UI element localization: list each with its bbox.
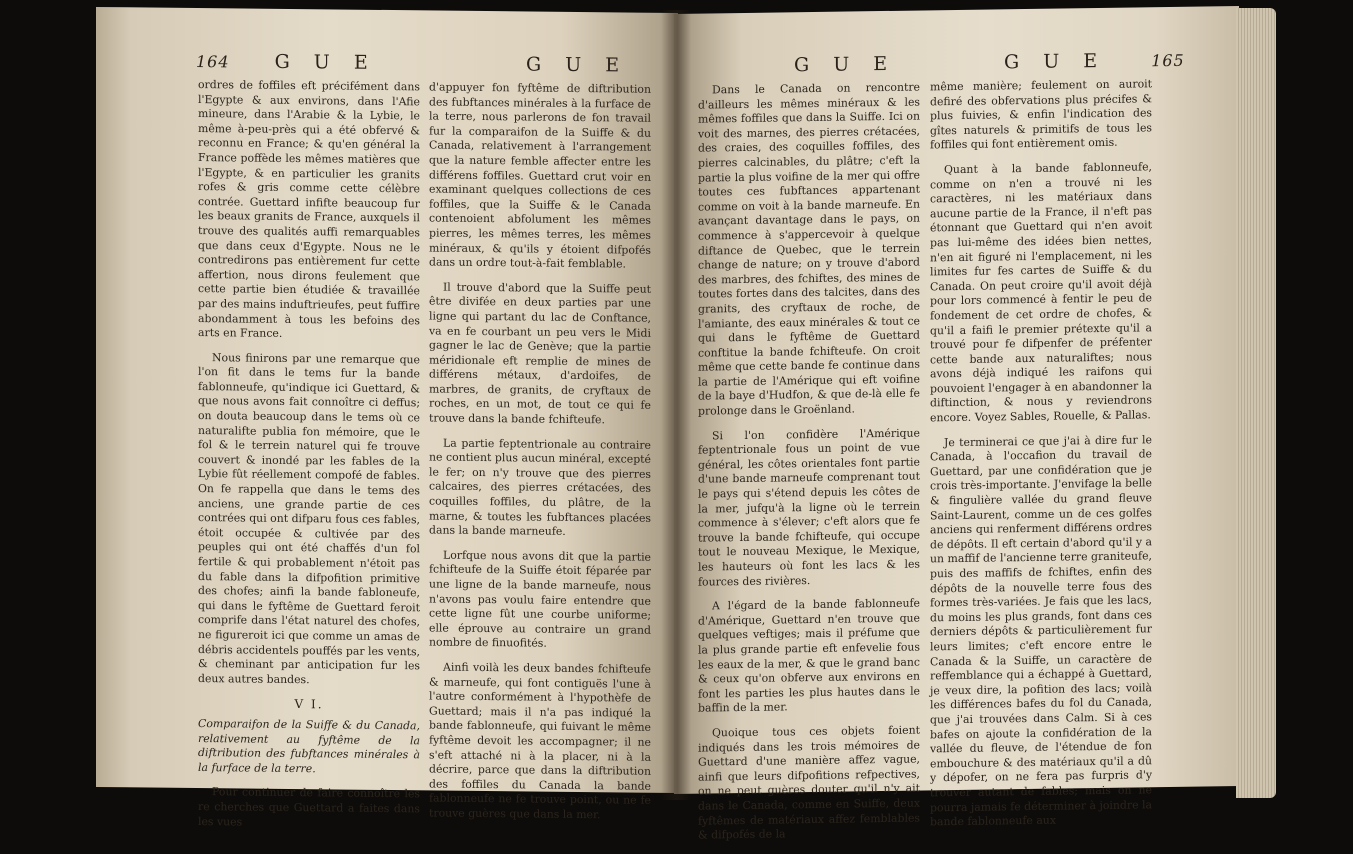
section-title: Comparaifon de la Suiffe & du Canada, relativement au fyftême de la diftribution des fubftances minérales à la furface de la terre. <box>198 716 420 775</box>
paragraph: d'appuyer fon fyftême de diftribution des fubftances minérales à la furface de la terre, nous parlerons de fon travail fur la comparaifon de la Suiffe & du Canada, relativement à l'arrangement que la nature femble affecter entre les différens foffiles. Guettard crut voir en examinant quelques collections de ces foffiles, que la Suiffe & le Canada contenoient abfolument les mêmes pierres, les mêmes terres, les mêmes minéraux, & qu'ils y étoient difpofés dans un ordre tout-à-fait femblable. <box>429 80 651 271</box>
running-head-right: G U E <box>1004 49 1107 74</box>
paragraph: Dans le Canada on rencontre d'ailleurs les mêmes minéraux & les mêmes foffiles que dans la Suiffe. Ici on voit des marnes, des pierres crétacées, des craies, des coquilles foffiles, des pierres calcinables, du plâtre; c'eft la partie la plus voifine de la mer qui offre toutes ces fubftances appartenant comme on voit à la bande marneufe. En avançant davantage dans le pays, on commence à s'appercevoir à quelque diftance de Quebec, que le terrein change de nature; on y trouve d'abord des marbres, des fchiftes, des mines de toutes fortes dans des talcites, dans des granits, des cryftaux de roche, de l'amiante, des eaux minérales & tout ce qui dans le fyftême de Guettard conftitue la bande fchifteufe. On croit même que cette bande fe continue dans la partie de l'Amérique qui eft voifine de la baye d'Hudfon, & que de-là elle fe prolonge dans le Groënland. <box>698 80 920 418</box>
paragraph: Il trouve d'abord que la Suiffe peut être divifée en deux parties par une ligne qui partant du lac de Conftance, va en fe courbant un peu vers le Midi gagner le lac de Genève; que la partie méridionale eft remplie de mines de différens métaux, d'ardoifes, de marbres, de granits, de cryftaux de roches, en un mot, de tout ce qui fe trouve dans la bande fchifteufe. <box>429 280 651 427</box>
paragraph: La partie feptentrionale au contraire ne contient plus aucun minéral, excepté le fer; on n'y trouve que des pierres calcaires, des pierres crétacées, des coquilles foffiles, du plâtre, de la marne, & toutes les fubftances placées dans la bande marneufe. <box>429 436 651 539</box>
section-number: V I. <box>294 697 324 712</box>
right-column-1 <box>698 81 920 854</box>
right-column-2 <box>930 77 1152 840</box>
page-number: 165 <box>1151 50 1185 71</box>
right-page-header <box>1004 49 1185 74</box>
paragraph: même manière; feulement on auroit defiré des obfervations plus précifes & plus fuivies, & enfin l'indication des gîtes naturels & primitifs de tous les foffiles qui font entièrement omis. <box>930 77 1152 152</box>
paragraph: Pour continuer de faire connoître les re cherches que Guettard a faites dans les vues <box>198 785 420 828</box>
page-edges <box>1236 8 1276 798</box>
running-head-right: G U E <box>526 53 629 77</box>
right-page <box>674 6 1239 842</box>
paragraph: Ainfi voilà les deux bandes fchifteufe & marneufe, qui font contiguës l'une à l'autre conformément à l'hypothèfe de Guettard; mais il n'a pas indiqué la bande fablonneufe, qui fuivant le même fyftême devoit les accompagner; il ne s'eft attaché ni à la placer, ni à la décrire, parce que dans la diftribution des foffiles du Canada la bande fablonneufe ne fe trouve point, ou ne fe trouve guères que dans la mer. <box>429 660 651 822</box>
open-book <box>96 10 1286 842</box>
page-number: 164 <box>196 51 230 72</box>
left-column-1 <box>198 78 420 841</box>
paragraph: Si l'on confidère l'Amérique feptentrionale fous un point de vue général, les côtes orientales font partie d'une bande marneufe comprenant tout le pays qui s'étend depuis les côtes de la mer, jufqu'à la ligne où le terrein commence à s'élever; c'eft alors que fe trouve la bande fchifteufe, qui occupe tout le nouveau Mexique, le Mexique, les hauteurs où font les lacs & les fources des rivières. <box>698 426 920 589</box>
paragraph: A l'égard de la bande fablonneufe d'Amérique, Guettard n'en trouve que quelques veftiges; mais il préfume que la plus grande partie eft enfevelie fous les eaux de la mer, & que le grand banc & ceux qu'on obferve aux environs en font les parties les plus hautes dans le baffin de la mer. <box>698 596 920 715</box>
left-page-header <box>196 50 377 74</box>
paragraph: Lorfque nous avons dit que la partie fchifteufe de la Suiffe étoit féparée par une ligne de la bande marneufe, nous n'avons pas voulu faire entendre que cette ligne fût une courbe uniforme; elle éprouve au contraire un grand nombre de finuofités. <box>429 548 651 651</box>
book-gutter <box>661 10 691 800</box>
paragraph: Nous finirons par une remarque que l'on fit dans le tems fur la bande fablonneufe, qu'indique ici Guettard, & que nous avons fait connoître ci deffus; on douta beaucoup dans le tems où ce naturalifte publia fon mémoire, que le fol & le terrein naturel qui fe trouve couvert & inondé par les fables de la Lybie fût réellement compofé de fables. On fe rappella que dans le tems des anciens, une grande partie de ces contrées qui ont difparu fous ces fables, étoit occupée & cultivée par des peuples qui ont été chaffés d'un fol fertile & qui probablement n'étoit pas du fable dans la difpofition primitive des chofes; ainfi la bande fabloneufe, qui dans le fyftême de Guettard feroit comprife dans l'état naturel des chofes, ne figureroit ici que comme un amas de débris accidentels pouffés par les vents, & cheminant par anticipation fur les deux autres bandes. <box>198 350 421 686</box>
left-column-2 <box>429 80 651 833</box>
paragraph: Je terminerai ce que j'ai à dire fur le Canada, à l'occafion du travail de Guettard, par une confidération que je crois très-importante. J'envifage la belle & fingulière vallée du grand fleuve Saint-Laurent, comme un de ces golfes anciens qui renferment différens ordres de dépôts. Il eft certain d'abord qu'il y a un maffif de l'ancienne terre graniteufe, puis des maffifs de fchiftes, enfin des dépôts de la nouvelle terre fous des formes très-variées. Je fais que les lacs, du moins les plus grands, font dans ces derniers dépôts & particulièrement fur leurs limites; c'eft encore entre le Canada & la Suiffe, un caractère de reffemblance qui a échappé à Guettard, je veux dire, la pofition des lacs; voilà les différences bafes du fol du Canada, que j'ai trouvées dans Calm. Si à ces bafes on ajoute la confidération de la vallée du fleuve, de l'étendue de fon embouchure & des matériaux qu'il a dû y dépofer, on ne fera pas furpris d'y trouver autant de fables; mais on ne pourra jamais fe déterminer à joindre la bande fablonneufe aux <box>930 432 1152 829</box>
paragraph: ordres de foffiles eft précifément dans l'Egypte & aux environs, dans l'Afie mineure, dans l'Arabie & la Lybie, le même à-peu-près qui a été obfervé & reconnu en France; & qu'en général la France poffède les mêmes matières que l'Egypte, & en particulier les granits rofes & gris comme cette célèbre contrée. Guettard infifte beaucoup fur les beaux granits de France, auxquels il trouve des qualités auffi remarquables que dans ceux d'Egypte. Nous ne le contredirons pas entièrement fur cette affertion, nous dirons feulement que cette partie bien étudiée & travaillée par des mains induftrieufes, peut fuffire abondamment à tous les befoins des arts en France. <box>198 78 420 340</box>
running-head-left: G U E <box>274 50 377 74</box>
paragraph: Quant à la bande fablonneufe, comme on n'en a trouvé ni les caractères, ni les matériaux dans aucune partie de la France, il n'eft pas étonnant que Guettard qui n'en avoit pas lui-même des idées bien nettes, n'en ait figuré ni l'emplacement, ni les limites fur fes cartes de Suiffe & du Canada. On peut croire qu'il avoit déjà pour lors commencé à fentir le peu de fondement de cet ordre de chofes, & qu'il a faifi le premier prétexte qu'il a trouvé pour fe difpenfer de préfenter cette bande aux naturaliftes; nous avons déjà indiqué les raifons qui pouvoient l'engager à en abandonner la diftinction, & nous y reviendrons encore. Voyez Sables, Rouelle, & Pallas. <box>930 160 1152 425</box>
paragraph: Quoique tous ces objets foient indiqués dans les trois mémoires de Guettard d'une manière affez vague, ainfi que leurs difpofitions refpectives, on ne peut guères douter qu'il n'y ait dans le Canada, comme en Suiffe, deux fyftêmes de matériaux affez femblables & difpofés de la <box>698 723 920 842</box>
left-page <box>96 7 678 828</box>
running-head-left: G U E <box>794 52 897 77</box>
